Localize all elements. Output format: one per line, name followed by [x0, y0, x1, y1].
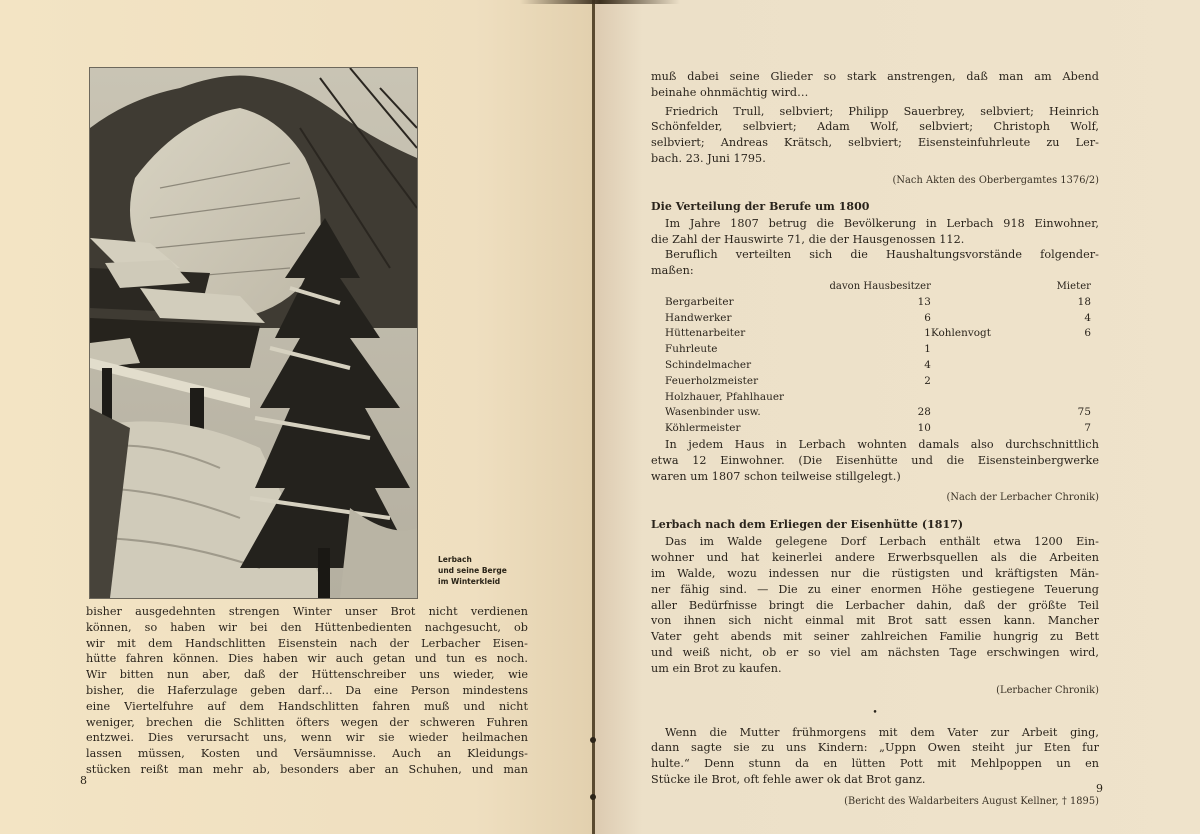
text-line: ner fähig sind. — Die zu einer enormen Höhe gestiegene Teuerung	[651, 582, 1099, 596]
table-row	[651, 405, 1091, 421]
row-note	[931, 342, 1036, 358]
text-line: und weiß nicht, ob er so viel am nächsten Tage erschwingen wird,	[651, 645, 1099, 659]
owners-count: 4	[924, 358, 931, 371]
occupation-label: Köhlermeister	[665, 422, 741, 435]
text-line: In jedem Haus in Lerbach wohnten damals also durchschnittlich	[665, 437, 1099, 451]
table-row	[651, 390, 1091, 406]
occupation-label: Hüttenarbeiter	[665, 327, 746, 340]
text-line: Wenn die Mutter frühmorgens mit dem Vater zur Arbeit ging,	[665, 725, 1099, 739]
occupation-label: Bergarbeiter	[665, 295, 734, 308]
source-citation: (Nach Akten des Oberbergamtes 1376/2)	[892, 174, 1099, 186]
photo-caption	[438, 554, 507, 587]
column-header	[931, 279, 1036, 295]
left-page-body	[86, 604, 528, 778]
caption-line: und seine Berge	[438, 566, 507, 575]
table-row	[651, 326, 1091, 342]
table-row	[651, 374, 1091, 390]
page-number-right: 9	[1096, 782, 1103, 795]
renters-count	[1036, 374, 1091, 390]
owners-count: 6	[924, 311, 931, 324]
renters-count: 18	[1077, 295, 1091, 308]
renters-count: 4	[1084, 311, 1091, 324]
text-line: um ein Brot zu kaufen.	[651, 661, 782, 675]
caption-line: Lerbach	[438, 555, 472, 564]
right-page-body	[651, 69, 1099, 818]
row-note	[931, 358, 1036, 374]
table-row	[651, 421, 1091, 437]
text-line: von ihnen sich nicht einmal mit Brot satt essen kann. Mancher	[651, 614, 1099, 628]
renters-count	[1036, 358, 1091, 374]
text-line: etwa 12 Einwohner. (Die Eisenhütte und die Eisensteinbergwerke	[651, 453, 1099, 467]
occupation-label: Handwerker	[665, 311, 732, 324]
text-line: Wir bitten nun aber, daß der Hüttenschreiber uns wieder, wie	[86, 668, 528, 682]
column-header	[651, 279, 829, 295]
text-line: dann sagte sie zu uns Kindern: „Uppn Owen steiht jur Eten fur	[651, 741, 1099, 755]
row-note	[931, 295, 1036, 311]
occupation-label: Fuhrleute	[665, 343, 718, 356]
row-note	[931, 311, 1036, 327]
text-line: eine Viertelfuhre auf dem Handschlitten fahren muß und nicht	[86, 699, 528, 713]
table-row	[651, 311, 1091, 327]
text-line: Friedrich Trull, selbviert; Philipp Sauerbrey, selbviert; Heinrich	[665, 104, 1099, 118]
occupation-label: Wasenbinder usw.	[665, 406, 761, 419]
source-citation: (Bericht des Waldarbeiters August Kellner, † 1895)	[844, 795, 1099, 807]
book-gutter	[592, 0, 595, 834]
text-line: waren um 1807 schon teilweise stillgelegt.)	[651, 469, 901, 483]
owners-count: 28	[917, 406, 931, 419]
row-note	[931, 421, 1036, 437]
occupation-label: Schindelmacher	[665, 358, 752, 371]
text-line: wir mit dem Handschlitten Eisenstein nach der Lerbacher Eisen-	[86, 636, 528, 650]
winter-landscape-photo	[89, 67, 418, 599]
text-line: bisher, die Haferzulage geben darf… Da eine Person mindestens	[86, 683, 528, 697]
renters-count: 75	[1077, 406, 1091, 419]
source-citation: (Lerbacher Chronik)	[996, 684, 1099, 696]
occupations-table	[651, 279, 1091, 437]
row-note	[931, 390, 1036, 406]
caption-line: im Winterkleid	[438, 577, 501, 586]
text-line: Schönfelder, selbviert; Adam Wolf, selbviert; Christoph Wolf,	[651, 120, 1099, 134]
text-line: Stücke ile Brot, oft fehle awer ok dat Brot ganz.	[651, 772, 926, 786]
column-header: Mieter	[1056, 280, 1091, 292]
text-line: die Zahl der Hauswirte 71, die der Hausgenossen 112.	[651, 232, 965, 246]
source-citation: (Nach der Lerbacher Chronik)	[946, 492, 1099, 504]
text-line: weniger, brechen die Schlitten öfters wegen der schweren Fuhren	[86, 715, 528, 729]
photo-illustration	[90, 68, 417, 598]
text-line: stücken reißt man mehr ab, besonders aber an Schuhen, und man	[86, 762, 528, 776]
table-row	[651, 295, 1091, 311]
text-line: Vater geht abends mit seiner zahlreichen Familie hungrig zu Bett	[651, 630, 1099, 644]
text-line: hulte.“ Denn stunn da en lütten Pott mit Mehlpoppen un en	[651, 757, 1099, 771]
section-heading: Die Verteilung der Berufe um 1800	[651, 199, 870, 213]
binding-stitch	[590, 794, 596, 800]
owners-count: 13	[917, 295, 931, 308]
owners-count: 1	[924, 343, 931, 356]
text-line: beinahe ohnmächtig wird…	[651, 85, 809, 99]
occupation-label: Holzhauer, Pfahlhauer	[665, 390, 785, 403]
renters-count	[1036, 390, 1091, 406]
section-separator: •	[872, 707, 878, 718]
owners-count: 2	[924, 374, 931, 387]
text-line: Das im Walde gelegene Dorf Lerbach enthält etwa 1200 Ein-	[665, 535, 1099, 549]
text-line: muß dabei seine Glieder so stark anstrengen, daß man am Abend	[651, 70, 1099, 83]
text-line: maßen:	[651, 264, 694, 278]
owners-count: 10	[917, 422, 931, 435]
text-line: im Walde, wozu indessen nur die rüstigsten und kräftigsten Män-	[651, 566, 1099, 580]
text-line: bisher ausgedehnten strengen Winter unser Brot nicht verdienen	[86, 605, 528, 618]
occupation-label: Feuerholzmeister	[665, 374, 759, 387]
text-line: selbviert; Andreas Krätsch, selbviert; Eisensteinfuhrleute zu Ler-	[651, 136, 1099, 150]
table-row	[651, 358, 1091, 374]
gutter-shadow	[520, 0, 680, 4]
text-line: aller Bedürfnisse bringt die Lerbacher dahin, daß der größte Teil	[651, 598, 1099, 612]
text-line: bach. 23. Juni 1795.	[651, 151, 766, 165]
renters-count: 7	[1084, 422, 1091, 435]
renters-count	[1036, 342, 1091, 358]
row-note: Kohlenvogt	[930, 327, 991, 340]
text-line: hütte fahren können. Dies haben wir auch getan und tun es noch.	[86, 652, 528, 666]
page-number-left: 8	[80, 774, 87, 787]
table-header-row	[651, 279, 1091, 295]
text-line: wohner und hat keinerlei andere Erwerbsquellen als die Arbeiten	[651, 551, 1099, 565]
owners-count	[829, 390, 930, 406]
text-line: entzwei. Dies verursacht uns, wenn wir sie wieder heilmachen	[86, 731, 528, 745]
text-line: lassen müssen, Kosten und Versäumnisse. Auch an Kleidungs-	[86, 747, 528, 761]
section-heading: Lerbach nach dem Erliegen der Eisenhütte (1817)	[651, 518, 964, 532]
row-note	[931, 405, 1036, 421]
binding-stitch	[590, 737, 596, 743]
column-header: davon Hausbesitzer	[829, 280, 931, 292]
renters-count: 6	[1084, 327, 1091, 340]
text-line: Beruflich verteilten sich die Haushaltungsvorstände folgender-	[665, 248, 1099, 262]
table-row	[651, 342, 1091, 358]
text-line: Im Jahre 1807 betrug die Bevölkerung in Lerbach 918 Einwohner,	[665, 216, 1099, 230]
row-note	[931, 374, 1036, 390]
text-line: können, so haben wir bei den Hüttenbedienten nachgesucht, ob	[86, 620, 528, 634]
owners-count: 1	[924, 327, 931, 340]
